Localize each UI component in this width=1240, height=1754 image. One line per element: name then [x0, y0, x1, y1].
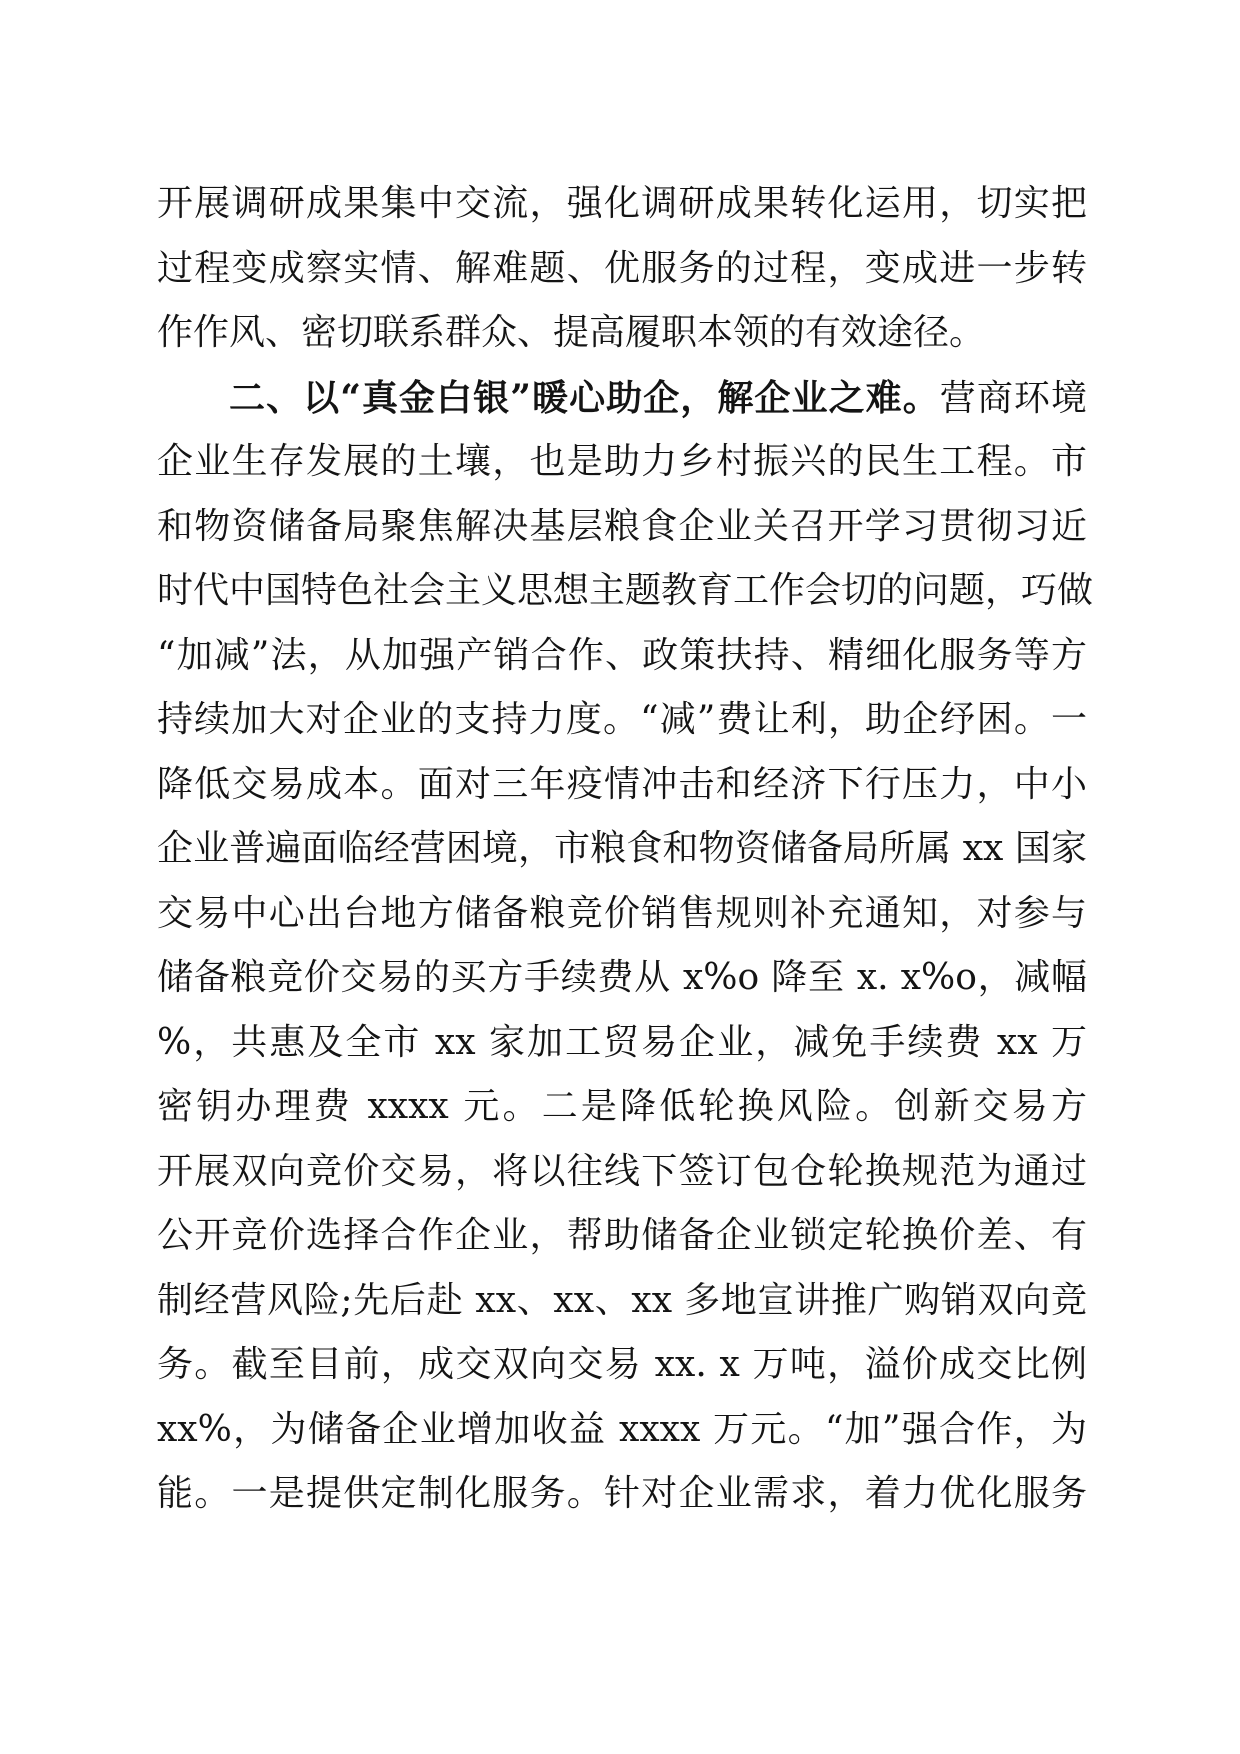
section-heading: 二、以“真金白银”暖心助企，解企业之难。 — [229, 376, 940, 419]
text-line: 公开竞价选择合作企业，帮助储备企业锁定轮换价差、有 — [157, 1215, 1087, 1256]
text-line: 交易中心出台地方储备粮竞价销售规则补充通知，对参与 — [157, 892, 1087, 934]
text-run: 营商环境 — [939, 377, 1087, 419]
text-line: 开展调研成果集中交流，强化调研成果转化运用，切实把 — [157, 183, 1087, 224]
text-line: 和物资储备局聚焦解决基层粮食企业关召开学习贯彻习近 — [157, 505, 1087, 547]
text-line: 储备粮竞价交易的买方手续费从 x%o 降至 x. x%o，减幅 — [157, 957, 1087, 998]
text-line: 降低交易成本。面对三年疫情冲击和经济下行压力，中小 — [157, 763, 1087, 805]
text-line: 开展双向竞价交易，将以往线下签订包仓轮换规范为通过 — [157, 1150, 1087, 1192]
text-line: 企业普遍面临经营困境，市粮食和物资储备局所属 xx 国家 — [157, 828, 1087, 869]
text-line: 持续加大对企业的支持力度。“减”费让利，助企纾困。一 — [157, 699, 1087, 740]
text-line — [157, 366, 1087, 431]
text-line: 时代中国特色社会主义思想主题教育工作会切的问题，巧做 — [157, 570, 1094, 611]
text-line: xx%，为储备企业增加收益 xxxx 万元。“加”强合作，为 — [157, 1408, 1087, 1450]
text-line: 企业生存发展的土壤，也是助力乡村振兴的民生工程。市 — [157, 441, 1087, 482]
text-line: 作作风、密切联系群众、提高履职本领的有效途径。 — [157, 312, 986, 353]
text-line: 能。一是提供定制化服务。针对企业需求，着力优化服务 — [157, 1473, 1087, 1514]
body-text — [157, 172, 1094, 1527]
text-line: 务。截至目前，成交双向交易 xx. x 万吨，溢价成交比例 — [157, 1344, 1087, 1385]
text-line: 密钥办理费 xxxx 元。二是降低轮换风险。创新交易方 — [157, 1086, 1087, 1127]
text-line: “加减”法，从加强产销合作、政策扶持、精细化服务等方 — [157, 634, 1087, 676]
text-line: 过程变成察实情、解难题、优服务的过程，变成进一步转 — [157, 247, 1087, 289]
text-line: %，共惠及全市 xx 家加工贸易企业，减免手续费 xx 万 — [157, 1021, 1087, 1063]
text-line: 制经营风险;先后赴 xx、xx、xx 多地宣讲推广购销双向竞 — [157, 1279, 1087, 1321]
